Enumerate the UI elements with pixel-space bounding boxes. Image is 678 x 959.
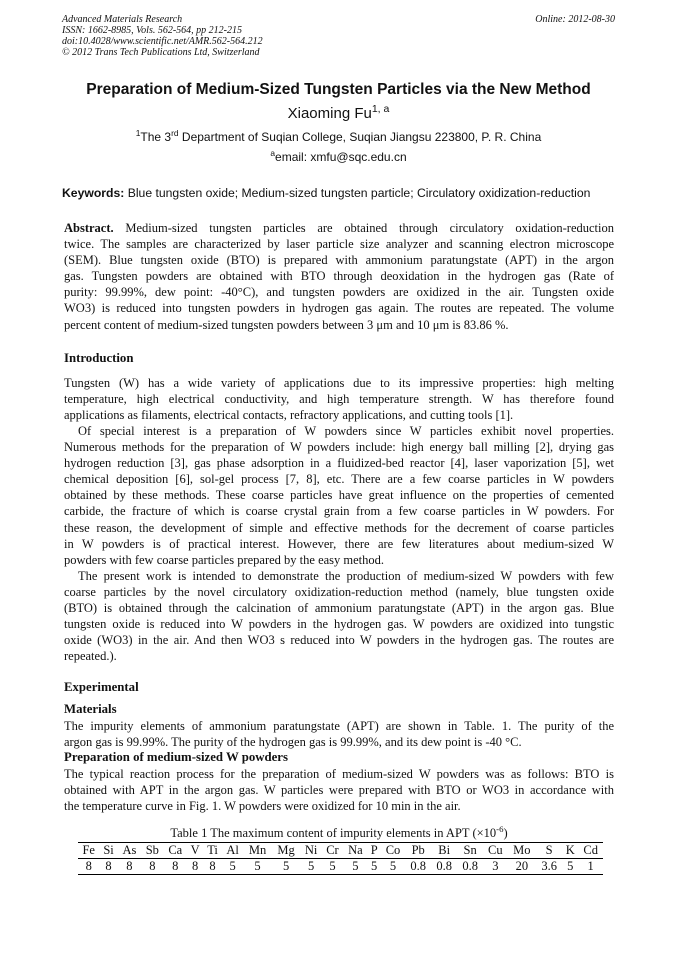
table-header-cell: Mn xyxy=(243,843,272,859)
journal-issn: ISSN: 1662-8985, Vols. 562-564, pp 212-215 xyxy=(62,25,242,36)
table-header-cell: Cr xyxy=(322,843,343,859)
online-date: Online: 2012-08-30 xyxy=(535,14,615,25)
section-heading-introduction: Introduction xyxy=(64,351,134,365)
table-cell: 8 xyxy=(78,859,99,875)
intro-line: Numerous methods for the preparation of W powders include: high energy ball milling [2], drying gas xyxy=(64,440,614,455)
affiliation-pre: The 3 xyxy=(140,130,172,144)
materials-line: The impurity elements of ammonium paratungstate (APT) are shown in Table. 1. The purity of the xyxy=(64,719,614,733)
table-header-cell: Co xyxy=(381,843,405,859)
table-header-cell: Sn xyxy=(457,843,483,859)
email-superscript: a xyxy=(270,148,276,158)
intro-line: obtained by these methods. These coarse particles have great influence on the properties of cemented xyxy=(64,488,614,503)
table-cell: 0.8 xyxy=(457,859,483,875)
table-header-cell: S xyxy=(536,843,562,859)
paper-title: Preparation of Medium-Sized Tungsten Particles via the New Method xyxy=(86,81,591,98)
intro-line: chemical deposition [6], sol-gel process [7, 8], etc. There are a few coarse particles in W powders xyxy=(64,472,614,487)
intro-line: these reason, the development of simple and effective methods for the decrement of coarse particles xyxy=(64,520,614,535)
table-cell: 5 xyxy=(222,859,243,875)
table-header-cell: Ni xyxy=(300,843,321,859)
table-cell: 3 xyxy=(483,859,507,875)
affiliation xyxy=(62,130,615,144)
table-row xyxy=(78,859,603,875)
intro-line: tungsten oxide is reduced into W powders in the hydrogen gas. W powders are oxidized into tungstic xyxy=(64,617,614,632)
table-cell: 3.6 xyxy=(536,859,562,875)
intro-line: powders with few coarse particles prepared by the easy method. xyxy=(64,552,385,567)
table-header-cell: Mg xyxy=(272,843,301,859)
table-cell: 5 xyxy=(343,859,367,875)
table-cell: 5 xyxy=(272,859,301,875)
intro-line: coarse particles by the novel circulatory oxidization-reduction method (namely, blue tungsten oxide xyxy=(64,585,614,600)
section-heading-experimental: Experimental xyxy=(64,680,139,694)
table-caption-exponent: -6 xyxy=(496,823,504,834)
preparation-line: The typical reaction process for the preparation of medium-sized W powders was as follows: BTO is xyxy=(64,767,614,781)
table-cell: 20 xyxy=(508,859,537,875)
table-cell: 0.8 xyxy=(431,859,457,875)
table-cell: 5 xyxy=(368,859,381,875)
table-header-cell: K xyxy=(562,843,578,859)
table-cell: 5 xyxy=(300,859,321,875)
abstract-line: percent content of medium-sized tungsten powders between 3 μm and 10 μm is 83.86 %. xyxy=(64,317,509,332)
intro-paragraph-2 xyxy=(64,423,614,568)
table-caption xyxy=(64,823,614,841)
table-header-cell: P xyxy=(368,843,381,859)
preparation-paragraph xyxy=(64,766,614,814)
table-cell: 0.8 xyxy=(405,859,431,875)
author-email xyxy=(62,150,615,164)
intro-line: The present work is intended to demonstrate the production of medium-sized W powders with few xyxy=(78,569,614,583)
abstract-line xyxy=(64,220,614,236)
table-cell: 8 xyxy=(164,859,187,875)
table-header-cell: Ti xyxy=(203,843,222,859)
abstract-line: twice. The samples are characterized by laser particle size analyzer and scanning electron microscope xyxy=(64,237,614,252)
table-cell: 8 xyxy=(187,859,203,875)
table-header-cell: Mo xyxy=(508,843,537,859)
table-header-cell: Ca xyxy=(164,843,187,859)
table-cell: 5 xyxy=(562,859,578,875)
table-cell: 5 xyxy=(243,859,272,875)
table-header-cell: Cu xyxy=(483,843,507,859)
journal-doi: doi:10.4028/www.scientific.net/AMR.562-564.212 xyxy=(62,36,263,47)
abstract-label: Abstract. xyxy=(64,221,114,235)
intro-line: applications as filaments, electrical contacts, refractory applications, and cutting tools [1]. xyxy=(64,408,514,423)
intro-line: hydrogen reduction [3], gas phase adsorption in a fluidized-bed reactor [4], laser vaporization [5], wet xyxy=(64,456,614,471)
preparation-line: the temperature curve in Fig. 1. W powders were oxidized for 10 min in the air. xyxy=(64,799,461,814)
table-cell: 8 xyxy=(118,859,141,875)
table-cell: 1 xyxy=(578,859,603,875)
table-header-cell: Na xyxy=(343,843,367,859)
intro-line: (BTO) is obtained through the calcination of ammonium paratungstate (APT) in the argon gas. Blue xyxy=(64,601,614,616)
table-caption-end: ) xyxy=(503,826,508,840)
table-header-cell: Bi xyxy=(431,843,457,859)
table-cell: 5 xyxy=(322,859,343,875)
table-header-cell: V xyxy=(187,843,203,859)
journal-header xyxy=(62,14,615,58)
author-superscript: 1, a xyxy=(371,103,390,115)
email-text: email: xmfu@sqc.edu.cn xyxy=(275,150,407,164)
intro-line: temperature, high electrical conductivity, and high temperature strength. W has therefore found xyxy=(64,392,614,407)
abstract xyxy=(64,220,614,333)
abstract-line: purity: 99.99%, dew point: -40°C), and tungsten powders are oxidized in the air. Tungsten oxide xyxy=(64,285,614,300)
materials-line: argon gas is 99.99%. The purity of the hydrogen gas is 99.99%, and its dew point is -40 °C. xyxy=(64,735,522,750)
intro-line: repeated.). xyxy=(64,649,117,664)
table-header-cell: Sb xyxy=(141,843,163,859)
abstract-line: (SEM). Blue tungsten oxide (BTO) is prepared with ammonium paratungstate (APT) in the argon xyxy=(64,253,614,268)
subsection-heading-materials: Materials xyxy=(64,702,117,716)
journal-copyright: © 2012 Trans Tech Publications Ltd, Switzerland xyxy=(62,47,260,58)
subsection-heading-preparation: Preparation of medium-sized W powders xyxy=(64,750,288,764)
table-cell: 8 xyxy=(203,859,222,875)
affiliation-post: Department of Suqian College, Suqian Jiangsu 223800, P. R. China xyxy=(178,130,542,144)
keywords-text: Blue tungsten oxide; Medium-sized tungsten particle; Circulatory oxidization-reduction xyxy=(127,186,591,200)
table-cell: 8 xyxy=(141,859,163,875)
author-name: Xiaoming Fu xyxy=(287,105,372,122)
affiliation-superscript: 1 xyxy=(135,128,141,138)
table-cell: 5 xyxy=(381,859,405,875)
impurity-table xyxy=(78,842,603,875)
intro-line: carbide, the fracture of which is coarse crystal grain from a few coarse particles in W powders. For xyxy=(64,504,614,519)
abstract-line: gas. Tungsten powders are obtained with BTO through deoxidation in the hydrogen gas (Rate of xyxy=(64,269,614,284)
table-header-cell: Al xyxy=(222,843,243,859)
table-header-row xyxy=(78,843,603,859)
table-header-cell: Pb xyxy=(405,843,431,859)
preparation-line: obtained with APT in the argon gas. W particles were prepared with BTO or WO3 in accordance with xyxy=(64,783,614,798)
intro-paragraph-1 xyxy=(64,375,614,423)
abstract-line-text: Medium-sized tungsten particles are obtained through circulatory oxidation-reduction xyxy=(113,221,614,235)
author-line xyxy=(62,105,615,122)
table-header-cell: Cd xyxy=(578,843,603,859)
table-header-cell: As xyxy=(118,843,141,859)
table-header-cell: Si xyxy=(99,843,117,859)
table-cell: 8 xyxy=(99,859,117,875)
table-header-cell: Fe xyxy=(78,843,99,859)
table-caption-text: Table 1 The maximum content of impurity elements in APT (×10 xyxy=(170,826,497,840)
materials-paragraph xyxy=(64,718,614,750)
keywords-label: Keywords: xyxy=(62,186,125,200)
intro-line: in W powders is of practical interest. However, there are few literatures about medium-sized W xyxy=(64,536,614,551)
journal-name: Advanced Materials Research xyxy=(62,14,183,25)
intro-line: Of special interest is a preparation of W powders since W particles exhibit novel properties. xyxy=(78,424,614,438)
intro-line: Tungsten (W) has a wide variety of applications due to its impressive properties: high melting xyxy=(64,376,614,390)
keywords xyxy=(62,186,615,200)
abstract-line: WO3) is reduced into tungsten powders in hydrogen gas again. The routes are repeated. The volume xyxy=(64,301,614,316)
intro-paragraph-3 xyxy=(64,568,614,665)
affiliation-ordinal: rd xyxy=(171,128,179,138)
intro-line: oxide (WO3) in the air. And then WO3 s reduced into W powders in the hydrogen gas. The routes are xyxy=(64,633,614,648)
